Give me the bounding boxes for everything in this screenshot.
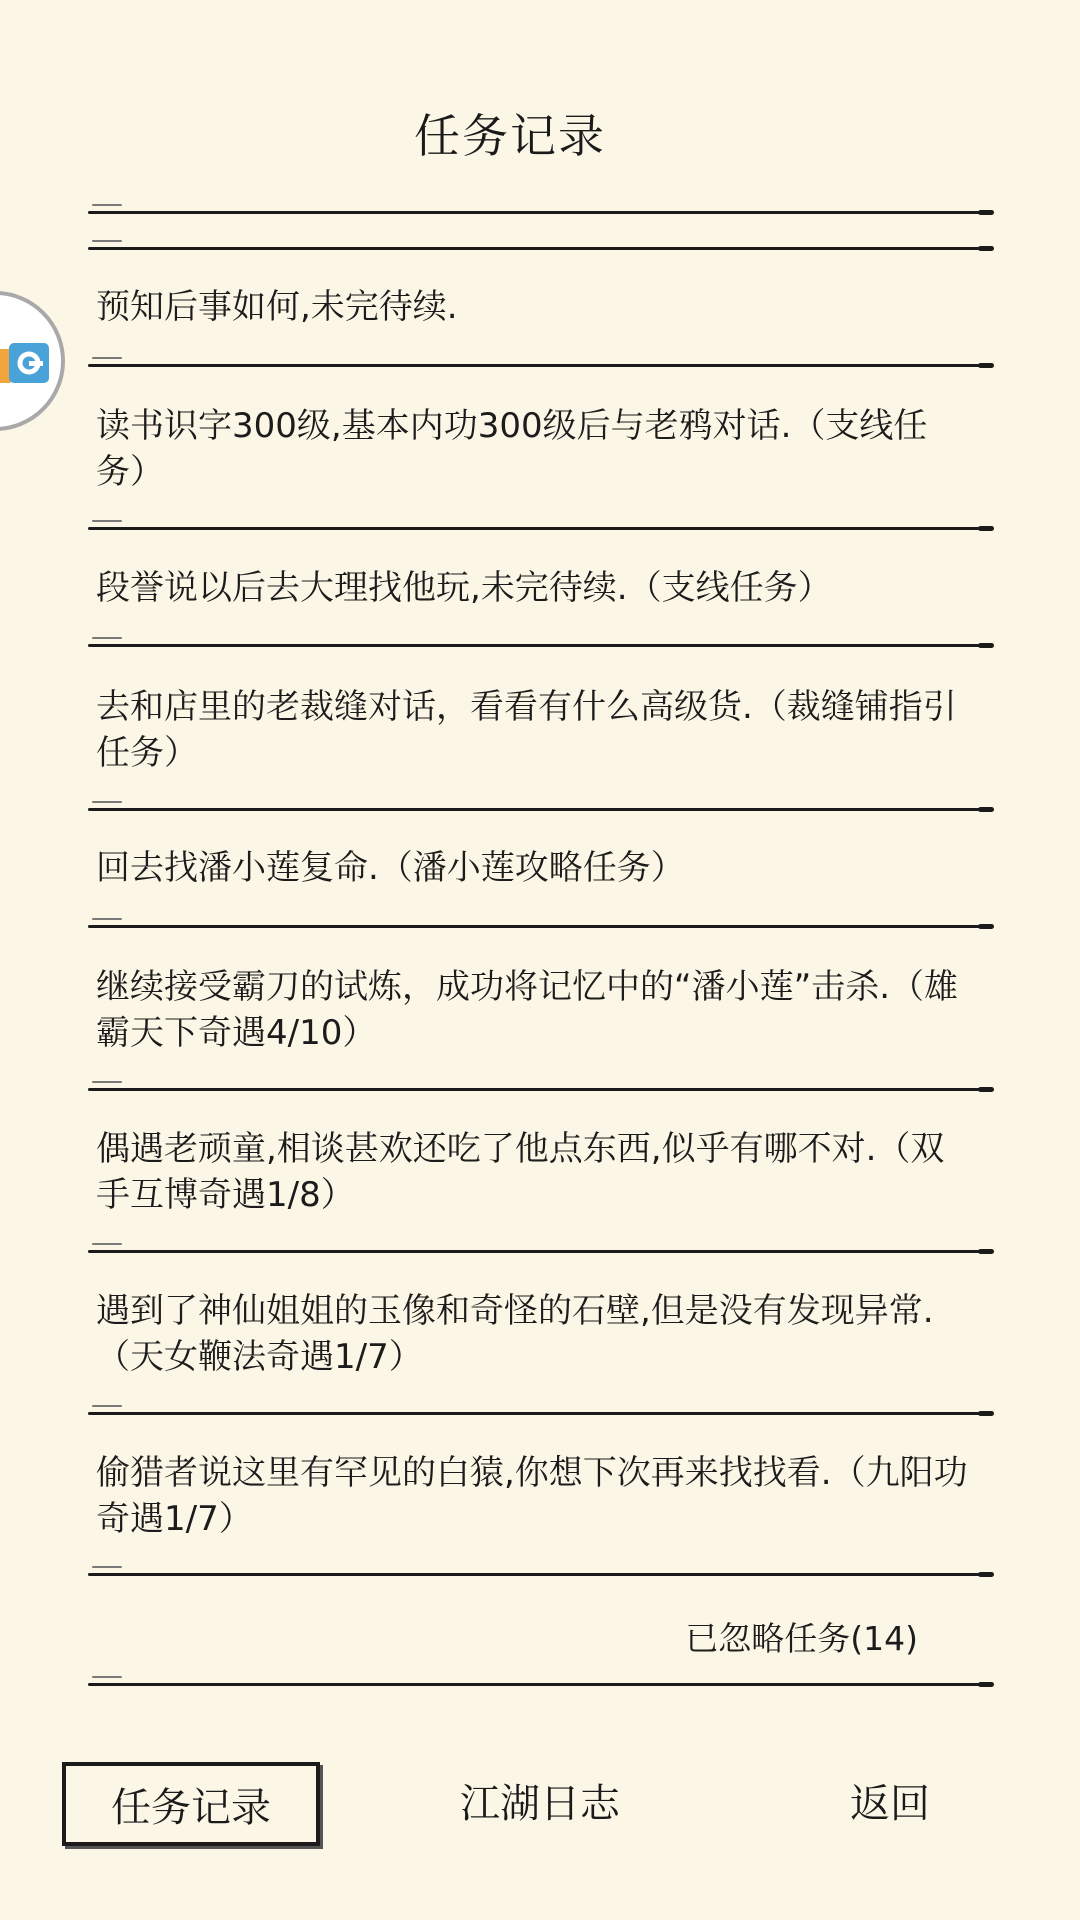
divider-top-2 (88, 247, 988, 250)
quest-item[interactable]: 偷猎者说这里有罕见的白猿,你想下次再来找找看.（九阳功奇遇1/7） (96, 1453, 968, 1539)
page-title: 任务记录 (414, 109, 606, 163)
quest-item[interactable]: 遇到了神仙姐姐的玉像和奇怪的石壁,但是没有发现异常.（天女鞭法奇遇1/7） (96, 1291, 934, 1377)
divider (88, 808, 988, 811)
divider (88, 925, 988, 928)
quest-item[interactable]: 回去找潘小莲复命.（潘小莲攻略任务） (96, 848, 685, 888)
floating-assistant-button[interactable] (0, 291, 65, 431)
divider (88, 364, 988, 367)
tab-quest-log[interactable]: 任务记录 (62, 1762, 320, 1846)
quest-item[interactable]: 段誉说以后去大理找他玩,未完待续.（支线任务） (96, 568, 832, 608)
divider (88, 527, 988, 530)
divider (88, 1088, 988, 1091)
divider (88, 1573, 988, 1576)
ignored-quests-button[interactable]: 已忽略任务(14) (685, 1619, 918, 1658)
divider-bottom (88, 1683, 988, 1686)
divider (88, 1250, 988, 1253)
quest-item[interactable]: 读书识字300级,基本内功300级后与老鸦对话.（支线任务） (96, 406, 928, 492)
divider-top-1 (88, 211, 988, 214)
back-button[interactable]: 返回 (850, 1781, 930, 1827)
quest-item[interactable]: 预知后事如何,未完待续. (96, 287, 458, 327)
quest-item[interactable]: 去和店里的老裁缝对话，看看有什么高级货.（裁缝铺指引任务） (96, 687, 957, 773)
divider (88, 644, 988, 647)
quest-item[interactable]: 偶遇老顽童,相谈甚欢还吃了他点东西,似乎有哪不对.（双手互博奇遇1/8） (96, 1129, 945, 1215)
tab-jianghu-log[interactable]: 江湖日志 (460, 1781, 620, 1827)
floating-assistant-icon (0, 339, 51, 391)
divider (88, 1412, 988, 1415)
quest-item[interactable]: 继续接受霸刀的试炼，成功将记忆中的“潘小莲”击杀.（雄霸天下奇遇4/10） (96, 967, 959, 1053)
